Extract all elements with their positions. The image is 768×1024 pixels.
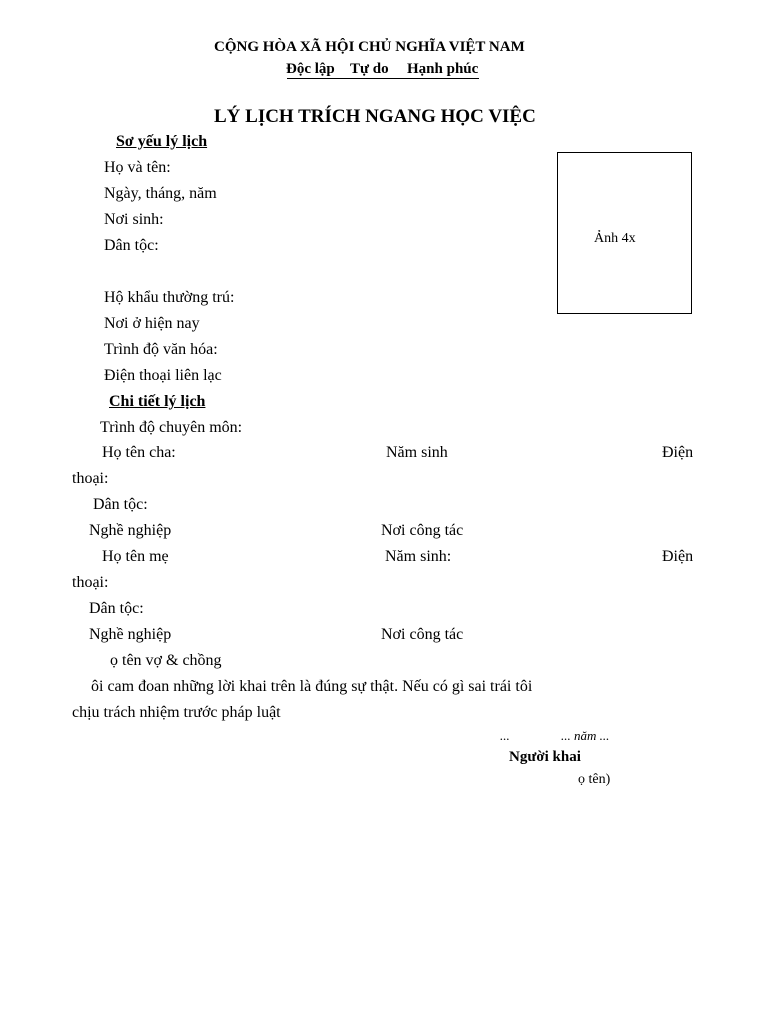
motto-underline [287,78,479,79]
field-professional-level: Trình độ chuyên môn: [100,419,243,436]
declaration-line-2: chịu trách nhiệm trước pháp luật [72,704,281,721]
field-mother-phone-b: thoại: [72,574,109,591]
field-full-name: Họ và tên: [104,159,171,176]
field-current-address: Nơi ở hiện nay [104,315,200,332]
signer-name-note: ọ tên) [578,772,611,787]
date-year: ... năm ... [561,728,610,743]
photo-placeholder [557,152,692,314]
field-mother-name: Họ tên mẹ [102,548,169,565]
field-father-birth-year: Năm sinh [386,444,448,461]
field-spouse-name: ọ tên vợ & chồng [110,652,222,669]
motto-happiness: Hạnh phúc [407,61,479,77]
field-father-workplace: Nơi công tác [381,522,464,539]
field-education-level: Trình độ văn hóa: [104,341,218,358]
motto-independence: Độc lập [286,61,335,77]
signer-label: Người khai [509,749,581,765]
nation-header: CỘNG HÒA XÃ HỘI CHỦ NGHĨA VIỆT NAM [214,39,525,55]
section-heading-personal: Sơ yếu lý lịch [116,133,208,150]
photo-label: Ảnh 4x [594,231,636,246]
field-contact-phone: Điện thoại liên lạc [104,367,222,384]
field-father-occupation: Nghề nghiệp [89,522,172,539]
field-birthplace: Nơi sinh: [104,211,164,228]
field-birth-date: Ngày, tháng, năm [104,185,217,202]
field-mother-birth-year: Năm sinh: [385,548,452,565]
field-father-name: Họ tên cha: [102,444,176,461]
declaration-line-1: ôi cam đoan những lời khai trên là đúng sự thật. Nếu có gì sai trái tôi [91,678,533,695]
field-mother-occupation: Nghề nghiệp [89,626,172,643]
field-permanent-residence: Hộ khẩu thường trú: [104,289,235,306]
document-title: LÝ LỊCH TRÍCH NGANG HỌC VIỆC [214,106,536,127]
field-father-phone-b: thoại: [72,470,109,487]
field-mother-phone-a: Điện [662,548,694,565]
field-father-phone-a: Điện [662,444,694,461]
motto-freedom: Tự do [350,61,389,77]
section-heading-details: Chi tiết lý lịch [109,393,206,410]
field-ethnicity: Dân tộc: [104,237,159,254]
field-father-ethnicity: Dân tộc: [93,496,148,513]
date-day-month: ... [500,728,510,743]
field-mother-workplace: Nơi công tác [381,626,464,643]
field-mother-ethnicity: Dân tộc: [89,600,144,617]
